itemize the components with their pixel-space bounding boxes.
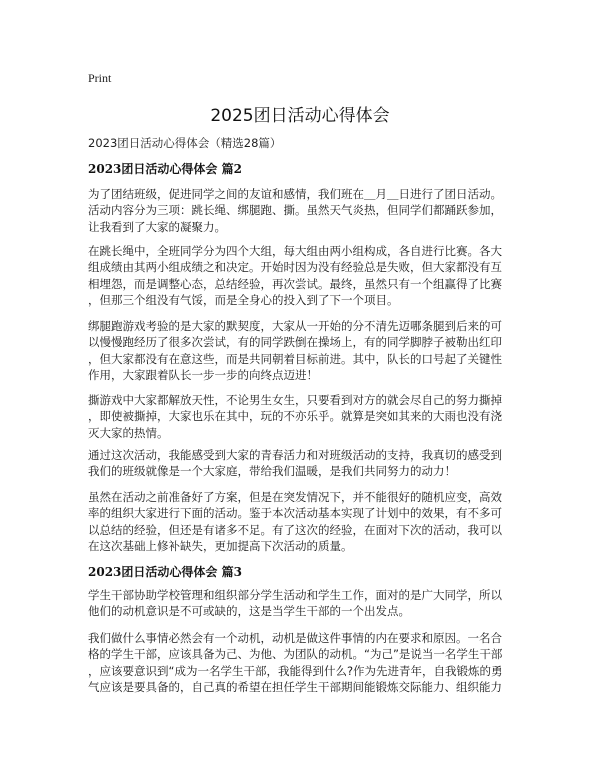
document-subtitle: 2023团日活动心得体会（精选28篇） xyxy=(88,136,282,150)
paragraph: 我们做什么事情必然会有一个动机，动机是做这件事情的内在要求和原因。一名合 格的学生干部，应该具备为己、为他、为团队的动机。“为己”是说当一名学生干部 ，应该要意识到“成为一名学生干部，我能得到什么?作为先进青年，自我锻炼的勇 气应该是要具备的，自己真的希望在担任学生干部期间能锻炼交际能力、组织能力 xyxy=(88,631,503,694)
page-title: 2025团日活动心得体会 xyxy=(210,106,390,126)
section-heading: 2023团日活动心得体会 篇3 xyxy=(88,565,242,579)
paragraph: 绑腿跑游戏考验的是大家的默契度，大家从一开始的分不清先迈哪条腿到后来的可 以慢慢跑经历了很多次尝试，有的同学跌倒在操场上，有的同学脚脖子被勒出红印 ，但大家都没有在意这些，而是共同朝着目标前进。其中，队长的口号起了关键性 作用，大家跟着队长一步一步的向终点迈进！ xyxy=(88,319,502,382)
section-heading: 2023团日活动心得体会 篇2 xyxy=(88,162,242,176)
paragraph: 撕游戏中大家都解放天性，不论男生女生，只要看到对方的就会尽自己的努力撕掉 ，即使被撕掉，大家也乐在其中，玩的不亦乐乎。就算是突如其来的大雨也没有浇 灭大家的热情。 xyxy=(88,393,502,440)
print-link[interactable]: Print xyxy=(88,71,112,85)
paragraph: 通过这次活动，我能感受到大家的青春活力和对班级活动的支持，我真切的感受到 我们的班级就像是一个大家庭，带给我们温暖，是我们共同努力的动力！ xyxy=(88,448,502,479)
paragraph: 在跳长绳中，全班同学分为四个大组，每大组由两小组构成，各自进行比赛。各大 组成绩由其两小组成绩之和决定。开始时因为没有经验总是失败，但大家都没有互 相埋怨，而是调整心态，总结经验，再次尝试。最终，虽然只有一个组赢得了比赛 ，但那三个组没有气馁，而是全身心的投入到了下一个项目。 xyxy=(88,244,502,307)
paragraph: 虽然在活动之前准备好了方案，但是在突发情况下，并不能很好的随机应变，高效 率的组织大家进行下面的活动。鉴于本次活动基本实现了计划中的效果，有不多可 以总结的经验，但还是有诸多不足。有了这次的经验，在面对下次的活动，我可以 在这次基础上修补缺失，更加提高下次活动的质量。 xyxy=(88,490,502,553)
paragraph: 学生干部协助学校管理和组织部分学生活动和学生工作，面对的是广大同学，所以 他们的动机意识是不可或缺的，这是当学生干部的一个出发点。 xyxy=(88,588,502,619)
paragraph: 为了团结班级，促进同学之间的友谊和感情，我们班在＿月＿日进行了团日活动。 活动内容分为三项：跳长绳、绑腿跑、撕。虽然天气炎热，但同学们都踊跃参加， 让我看到了大家的凝聚力。 xyxy=(88,187,502,234)
